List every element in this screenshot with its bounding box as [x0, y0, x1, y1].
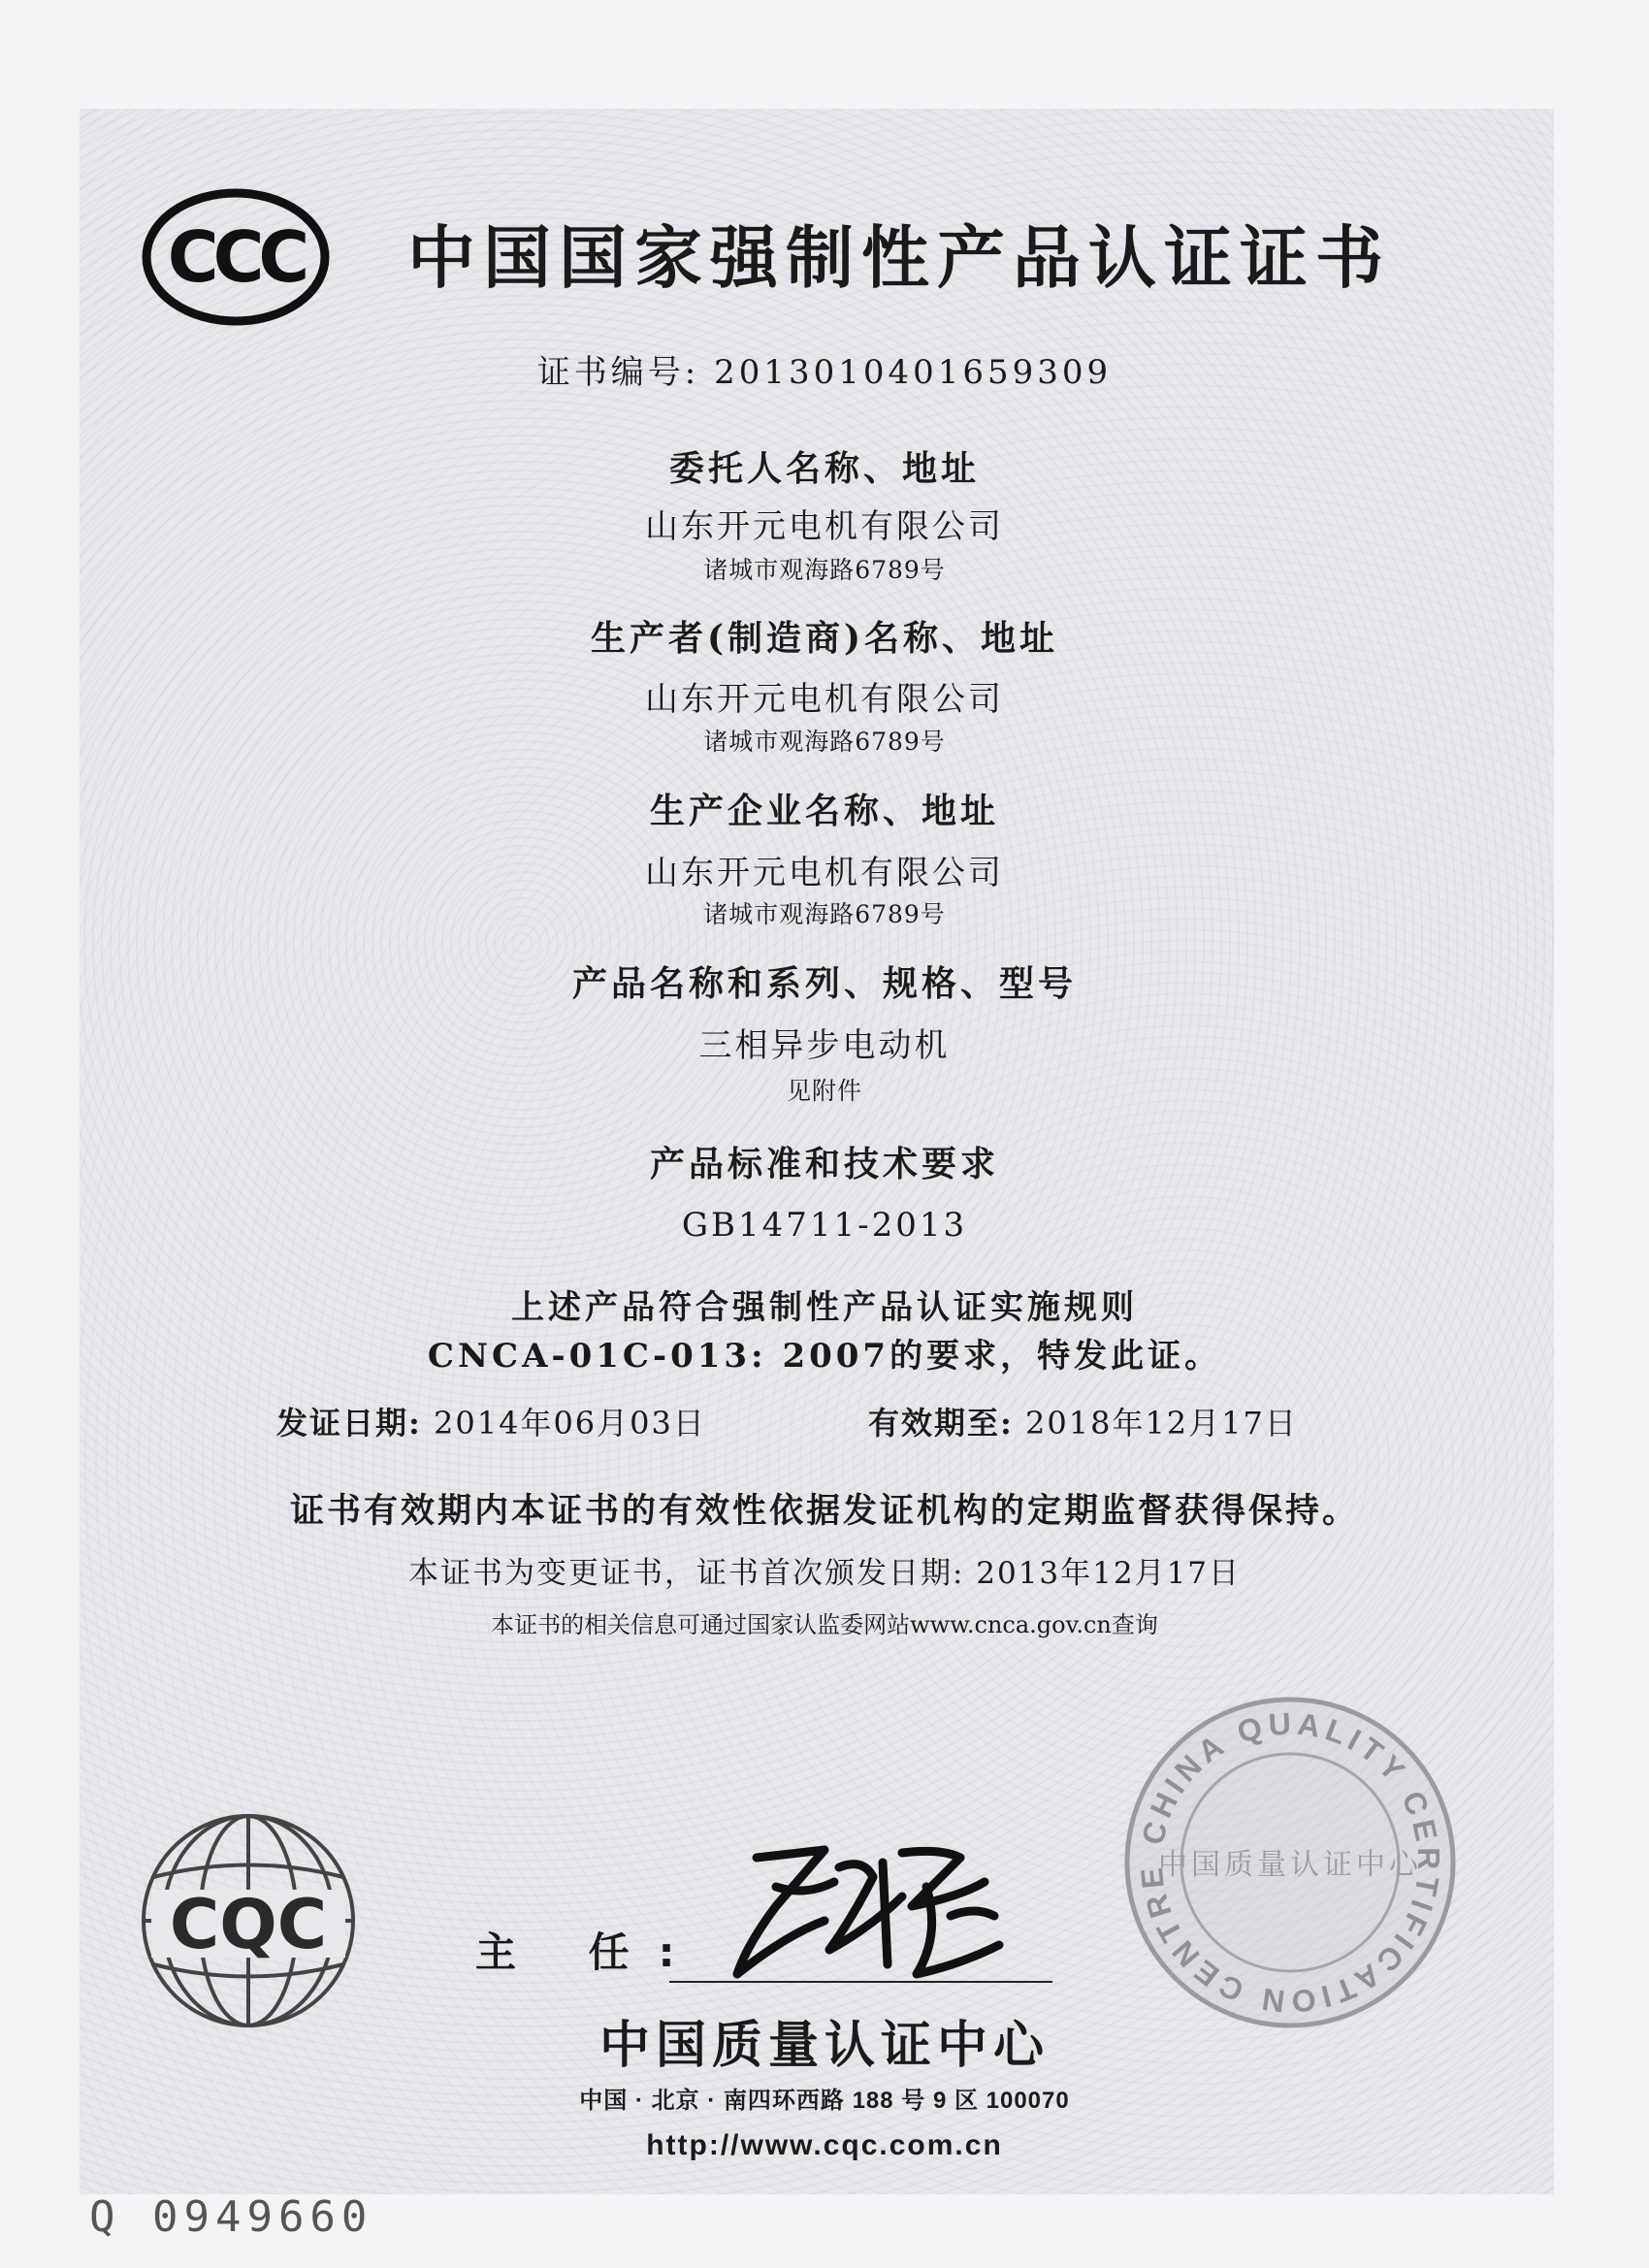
section-heading: 生产者(制造商)名称、地址	[590, 618, 1059, 659]
section-value: 三相异步电动机	[698, 1026, 951, 1065]
official-seal	[1116, 1688, 1465, 2037]
section-value: 山东开元电机有限公司	[645, 854, 1004, 892]
section-sub: 诸城市观海路6789号	[703, 556, 946, 584]
section-sub: 诸城市观海路6789号	[703, 728, 946, 756]
issue-date-value: 2014年06月03日	[434, 1405, 706, 1442]
section-value: 山东开元电机有限公司	[645, 680, 1004, 719]
issue-date-label: 发证日期:	[276, 1405, 422, 1442]
compliance-line-2: CNCA-01C-013: 2007的要求，特发此证。	[427, 1337, 1222, 1376]
ccc-logo-text: CCC	[167, 216, 305, 298]
section-heading: 产品名称和系列、规格、型号	[571, 963, 1077, 1004]
section-heading: 产品标准和技术要求	[649, 1144, 999, 1184]
certificate-number: 证书编号: 2013010401659309	[536, 353, 1113, 392]
signature-line	[669, 1981, 1052, 1983]
seal-outer-text: CHINA QUALITY CERTIFICATION CENTRE	[1133, 1705, 1447, 2020]
cqc-logo	[132, 1804, 365, 2037]
issuer-url[interactable]: http://www.cqc.com.cn	[646, 2129, 1003, 2161]
section-value: 山东开元电机有限公司	[645, 507, 1004, 546]
issuer-name: 中国质量认证中心	[598, 2017, 1050, 2075]
website-note: 本证书的相关信息可通过国家认监委网站www.cnca.gov.cn查询	[491, 1611, 1158, 1638]
director-label: 主 任:	[475, 1928, 704, 1976]
director-signature	[718, 1829, 1038, 1993]
ccc-logo	[139, 184, 333, 330]
expiry-date-label: 有效期至:	[868, 1405, 1014, 1442]
certificate-title: 中国国家强制性产品认证证书	[407, 218, 1391, 298]
issue-date	[276, 1399, 706, 1443]
expiry-date-value: 2018年12月17日	[1025, 1405, 1298, 1442]
compliance-line-1: 上述产品符合强制性产品认证实施规则	[511, 1288, 1138, 1327]
cqc-logo-text: CQC	[169, 1885, 328, 1964]
section-sub: 诸城市观海路6789号	[703, 900, 946, 928]
section-value: GB14711-2013	[681, 1206, 968, 1245]
section-heading: 生产企业名称、地址	[649, 791, 999, 831]
serial-number: Q 0949660	[89, 2192, 373, 2242]
section-sub: 见附件	[786, 1077, 862, 1105]
section-heading: 委托人名称、地址	[668, 448, 980, 489]
expiry-date	[868, 1399, 1298, 1443]
seal-inner-text: 中国质量认证中心	[1158, 1848, 1422, 1882]
validity-note: 证书有效期内本证书的有效性依据发证机构的定期监督获得保持。	[289, 1491, 1359, 1531]
issuer-address: 中国 · 北京 · 南四环西路 188 号 9 区 100070	[579, 2088, 1070, 2114]
change-note: 本证书为变更证书，证书首次颁发日期: 2013年12月17日	[407, 1556, 1242, 1591]
